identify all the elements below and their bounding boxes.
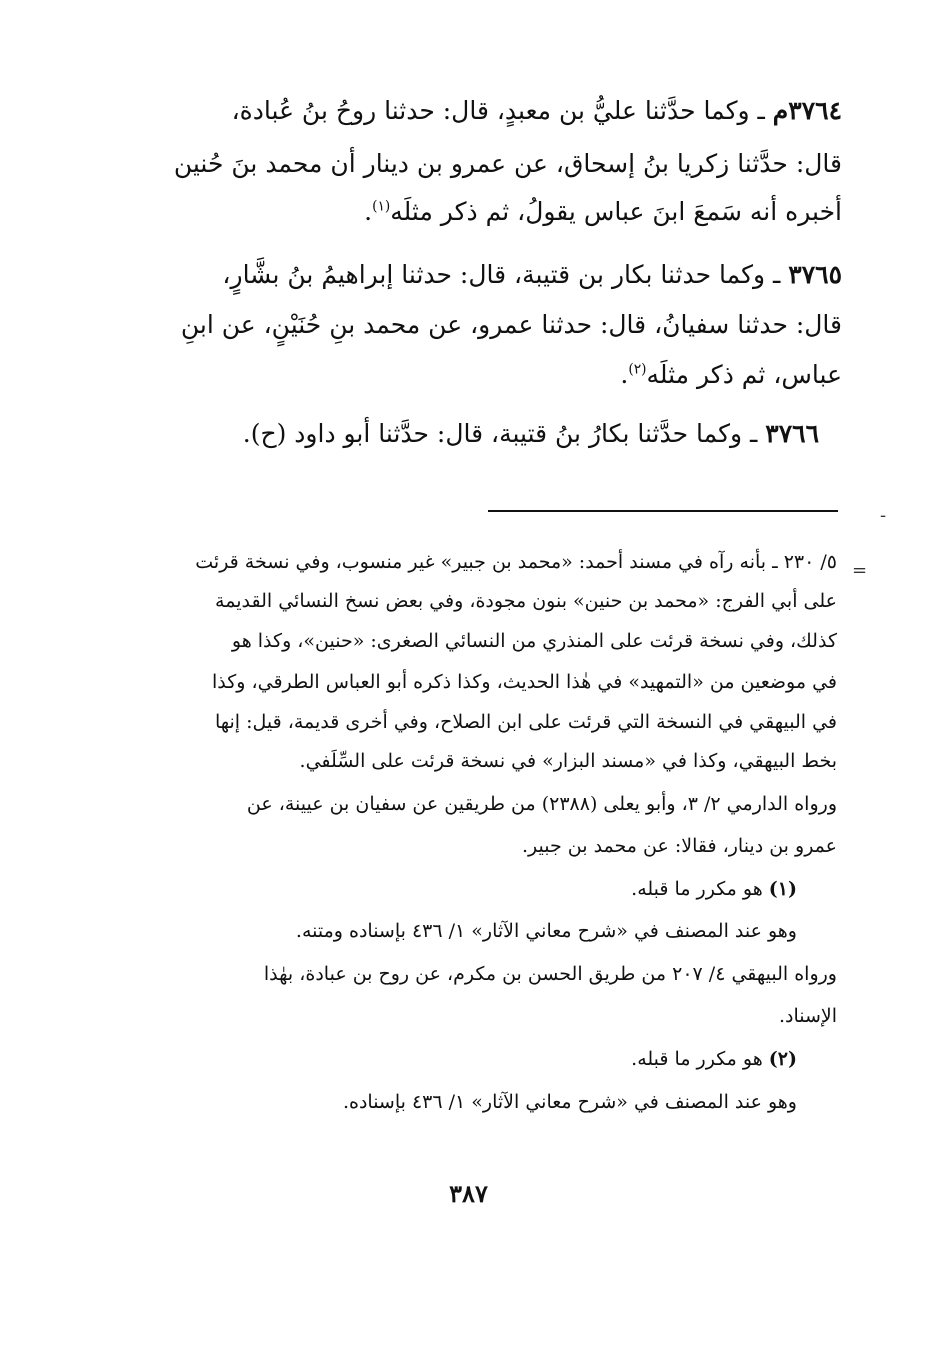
- footnote-1-line-3: ورواه البيهقي ٤/ ٢٠٧ من طريق الحسن بن مكرم، عن روح بن عبادة، بهٰذا: [263, 963, 837, 985]
- footnote-1-line-1: [631, 880, 797, 899]
- footnote-continuation-line-1: ٥/ ٢٣٠ ـ بأنه رآه في مسند أحمد: «محمد بن جبير» غير منسوب، وفي نسخة قرئت: [195, 551, 837, 573]
- footnote-reference: (١): [372, 198, 391, 215]
- footnote-continuation-line-6: بخط البيهقي، وكذا في «مسند البزار» في نسخة قرئت على السِّلَفي.: [299, 750, 837, 772]
- footnote-separator: [488, 510, 838, 512]
- hadith-text: ـ وكما حدثنا بكار بن قتيبة، قال: حدثنا إبراهيمُ بنُ بشَّارٍ،: [222, 260, 789, 289]
- footnote-1-line-2: وهو عند المصنف في «شرح معاني الآثار» ١/ ٤٣٦ بإسناده ومتنه.: [295, 920, 797, 942]
- hadith-number: ٣٧٦٤م: [772, 96, 842, 125]
- hadith-number: ٣٧٦٥: [788, 260, 842, 289]
- sentence-end: .: [364, 197, 373, 226]
- entry-3764-line-3: [364, 199, 842, 224]
- hadith-text: ـ وكما حدَّثنا بكارُ بنُ قتيبة، قال: حدَّثنا أبو داود (ح).: [242, 419, 766, 448]
- footnote-1-line-4: الإسناد.: [778, 1005, 837, 1027]
- hadith-text: أخبره أنه سَمعَ ابنَ عباس يقولُ، ثم ذكر مثلَه: [390, 197, 842, 226]
- footnote-label: (١): [768, 878, 797, 900]
- footnote-2-line-1: [631, 1050, 797, 1069]
- entry-3764-line-1: [232, 98, 842, 123]
- sentence-end: .: [620, 360, 629, 389]
- footnote-continuation-line-4: في موضعين من «التمهيد» في هٰذا الحديث، وكذا ذكره أبو العباس الطرقي، وكذا: [211, 671, 837, 693]
- footnote-darimi-line-2: عمرو بن دينار، فقالا: عن محمد بن جبير.: [522, 835, 837, 857]
- hadith-text: ـ وكما حدَّثنا عليُّ بن معبدٍ، قال: حدثنا روحُ بنُ عُبادة،: [231, 96, 773, 125]
- hadith-number: ٣٧٦٦: [765, 419, 819, 448]
- footnote-continuation-line-2: على أبي الفرج: «محمد بن حنين» بنون مجودة، وفي بعض نسخ النسائي القديمة: [215, 590, 837, 612]
- entry-3765-line-1: [222, 262, 842, 287]
- continuation-marker: =: [852, 560, 868, 581]
- entry-3766-line-1: [243, 421, 819, 446]
- page-number: ٣٨٧: [449, 1179, 488, 1208]
- entry-3764-line-2: قال: حدَّثنا زكريا بنُ إسحاق، عن عمرو بن دينار أن محمد بنَ حُنين: [173, 149, 842, 178]
- entry-3765-line-2: قال: حدثنا سفيانُ، قال: حدثنا عمرو، عن محمد بنِ حُنَيْنٍ، عن ابنِ: [180, 310, 842, 339]
- entry-3765-line-3: [620, 362, 842, 387]
- footnote-darimi-line-1: ورواه الدارمي ٢/ ٣، وأبو يعلى (٢٣٨٨) من طريقين عن سفيان بن عيينة، عن: [246, 793, 837, 815]
- footnote-continuation-line-3: كذلك، وفي نسخة قرئت على المنذري من النسائي الصغرى: «حنين»، وكذا هو: [231, 630, 837, 652]
- hadith-text: عباس، ثم ذكر مثلَه: [646, 360, 842, 389]
- margin-mark: -: [880, 505, 887, 526]
- footnote-text: هو مكرر ما قبله.: [631, 878, 769, 900]
- footnote-text: هو مكرر ما قبله.: [631, 1048, 769, 1070]
- footnote-continuation-line-5: في البيهقي في النسخة التي قرئت على ابن الصلاح، وفي أخرى قديمة، قيل: إنها: [214, 711, 837, 733]
- footnote-2-line-2: وهو عند المصنف في «شرح معاني الآثار» ١/ ٤٣٦ بإسناده.: [342, 1091, 797, 1113]
- footnote-label: (٢): [768, 1048, 797, 1070]
- footnote-reference: (٢): [628, 361, 647, 378]
